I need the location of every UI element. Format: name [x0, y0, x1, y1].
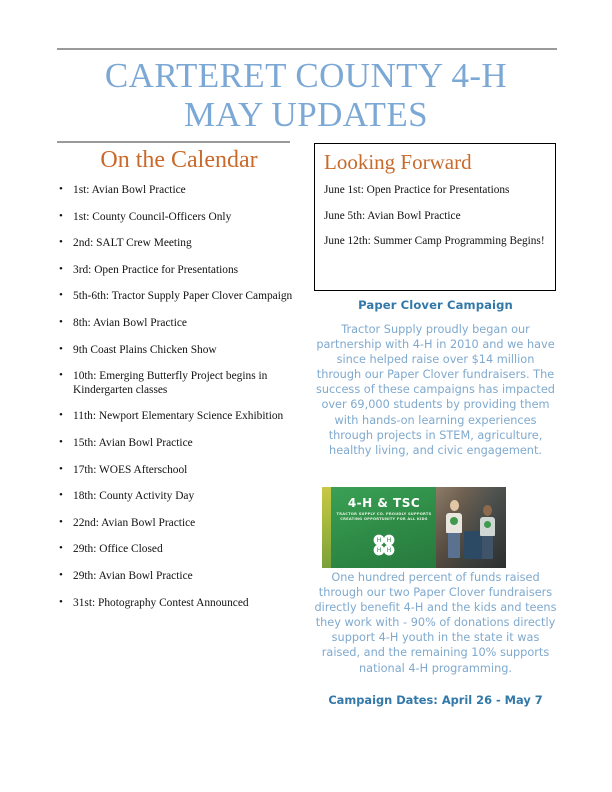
photo-left-strip — [322, 487, 331, 568]
calendar-list — [45, 184, 307, 610]
page-title — [46, 56, 566, 134]
list-item: • 3rd: Open Practice for Presentations — [59, 264, 307, 278]
clover-icon — [372, 533, 396, 559]
list-item: • 1st: Avian Bowl Practice — [59, 184, 307, 198]
svg-text:H: H — [376, 537, 382, 544]
paper-clover-heading: Paper Clover Campaign — [358, 298, 513, 312]
list-item: • 29th: Office Closed — [59, 543, 307, 557]
looking-forward-heading: Looking Forward — [324, 150, 472, 174]
list-item: • 11th: Newport Elementary Science Exhibition — [59, 410, 307, 424]
looking-forward-item: June 12th: Summer Camp Programming Begins! — [324, 235, 545, 248]
svg-text:H: H — [386, 537, 392, 544]
looking-forward-item: June 5th: Avian Bowl Practice — [324, 209, 461, 222]
list-item: • 17th: WOES Afterschool — [59, 464, 307, 478]
left-column-rule — [57, 141, 290, 143]
title-top-rule — [57, 48, 557, 50]
list-item: • 1st: County Council-Officers Only — [59, 211, 307, 225]
kid-shirt-clover — [484, 521, 491, 528]
calendar-heading: On the Calendar — [100, 147, 258, 173]
kid-head — [450, 500, 459, 511]
svg-text:H: H — [386, 547, 392, 554]
page-title-line-1: CARTERET COUNTY 4-H — [104, 56, 508, 95]
paper-clover-footer — [314, 570, 557, 707]
banner-title-text: 4-H & TSC — [347, 496, 421, 510]
svg-text:H: H — [376, 547, 382, 554]
looking-forward-box — [314, 143, 556, 291]
page-title-line-2: MAY UPDATES — [184, 95, 428, 134]
kid-shirt-clover — [450, 517, 458, 525]
looking-forward-item: June 1st: Open Practice for Presentations — [324, 184, 510, 196]
list-item: • 8th: Avian Bowl Practice — [59, 317, 307, 331]
paper-clover-paragraph-2: One hundred percent of funds raised through our two Paper Clover fundraisers directly benefit 4-H and the kids and teens they work with - 90% of donations directly support 4-H youth in the state it was raised, and the remaining 10% supports national 4-H programming. — [314, 571, 557, 675]
campaign-dates: Campaign Dates: April 26 - May 7 — [328, 692, 543, 707]
paper-clover-paragraph-1: Tractor Supply proudly began our partnership with 4-H in 2010 and we have since helped raise over $14 million through our Paper Clover fundraisers. The success of these campaigns has impacted over 69,000 students by providing them with hands-on learning experiences through projects in STEM, agriculture, healthy living, and civic engagement. — [316, 323, 555, 457]
list-item: • 2nd: SALT Crew Meeting — [59, 237, 307, 251]
photo-kids-scene — [436, 487, 506, 568]
paper-clover-section — [314, 298, 557, 458]
list-item: • 22nd: Avian Bowl Practice — [59, 517, 307, 531]
list-item: • 29th: Avian Bowl Practice — [59, 570, 307, 584]
kid-legs — [448, 532, 460, 558]
list-item: • 15th: Avian Bowl Practice — [59, 437, 307, 451]
list-item: • 9th Coast Plains Chicken Show — [59, 344, 307, 358]
banner-subtitle-text: TRACTOR SUPPLY CO. PROUDLY SUPPORTS CREATING OPPORTUNITY FOR ALL KIDS — [336, 512, 432, 522]
list-item: • 5th-6th: Tractor Supply Paper Clover Campaign — [59, 290, 307, 304]
paper-clover-photo — [322, 487, 506, 568]
calendar-column — [45, 146, 307, 623]
kid-head — [483, 505, 492, 516]
list-item: • 31st: Photography Contest Announced — [59, 597, 307, 611]
list-item: • 18th: County Activity Day — [59, 490, 307, 504]
list-item: • 10th: Emerging Butterfly Project begins in Kindergarten classes — [59, 370, 307, 397]
kid-legs — [482, 535, 493, 559]
